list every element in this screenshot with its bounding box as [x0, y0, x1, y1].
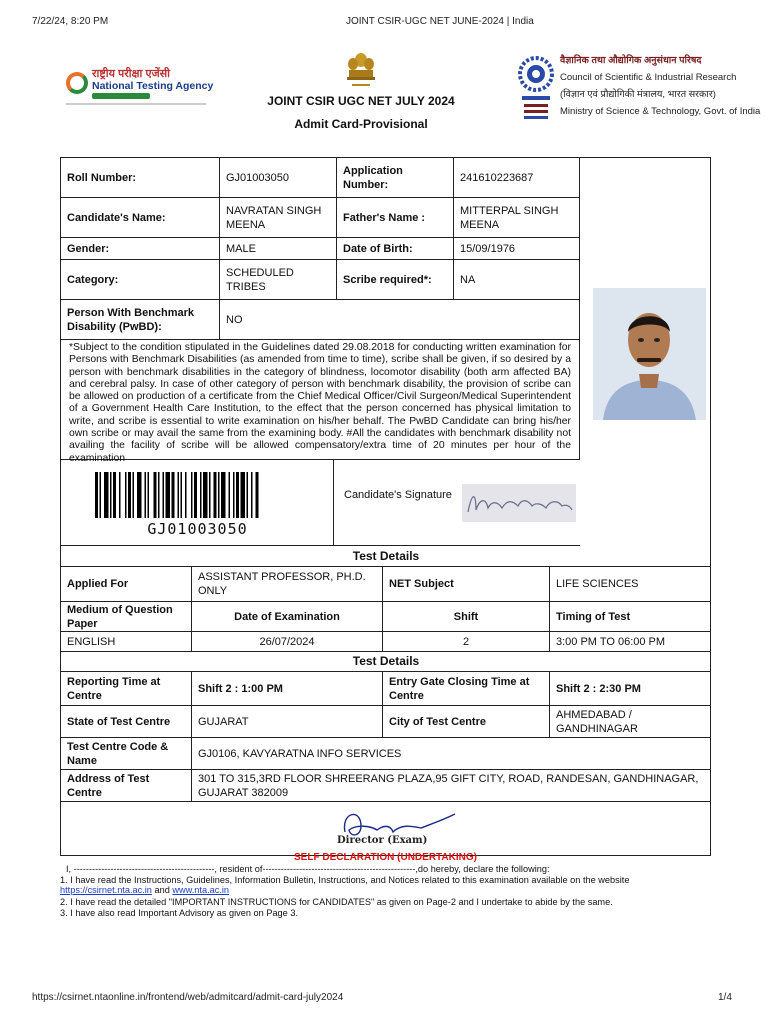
barcode-bar	[247, 472, 249, 518]
city-value: AHMEDABAD / GANDHINAGAR	[550, 706, 711, 738]
admit-card-subtitle: Admit Card-Provisional	[294, 117, 428, 131]
gender-value: MALE	[220, 238, 337, 260]
centre-details-heading: Test Details	[61, 652, 711, 672]
link-separator: and	[151, 885, 173, 895]
nta-divider	[66, 103, 206, 105]
dob-label: Date of Birth:	[337, 238, 454, 260]
candidate-photo	[593, 288, 706, 420]
admit-card-box	[60, 157, 711, 856]
barcode-cell	[61, 460, 334, 546]
barcode-bar	[191, 472, 193, 518]
gender-label: Gender:	[61, 238, 220, 260]
category-label: Category:	[61, 260, 220, 300]
barcode-bar	[172, 472, 175, 518]
application-number-label: Application Number:	[337, 158, 454, 198]
csir-hindi-name: वैज्ञानिक तथा औद्योगिक अनुसंधान परिषद	[560, 55, 702, 66]
state-value: GUJARAT	[192, 706, 383, 738]
barcode-bar	[203, 472, 208, 518]
medium-label: Medium of Question Paper	[61, 602, 192, 632]
state-label: State of Test Centre	[61, 706, 192, 738]
scribe-value: NA	[454, 260, 580, 300]
declaration-links	[60, 885, 229, 896]
father-name-value: MITTERPAL SINGH MEENA	[454, 198, 580, 238]
pwbd-label: Person With Benchmark Disability (PwBD):	[61, 300, 220, 340]
shift-value: 2	[383, 632, 550, 652]
city-label: City of Test Centre	[383, 706, 550, 738]
nta-check-icon	[66, 72, 88, 94]
barcode-bar	[154, 472, 157, 518]
barcode-bar	[125, 472, 127, 518]
barcode-bar	[178, 472, 180, 518]
pwbd-value: NO	[220, 300, 580, 340]
barcode-bar	[251, 472, 253, 518]
net-subject-label: NET Subject	[383, 567, 550, 602]
medium-value: ENGLISH	[61, 632, 192, 652]
declaration-line-2: 2. I have read the detailed "IMPORTANT INSTRUCTIONS for CANDIDATES" as given on Page-2 and I undertake to abide by the same.	[60, 897, 613, 907]
scribe-label: Scribe required*:	[337, 260, 454, 300]
gate-closing-label: Entry Gate Closing Time at Centre	[383, 672, 550, 706]
barcode-bar	[181, 472, 183, 518]
nta-english-name: National Testing Agency	[92, 80, 214, 92]
timing-value: 3:00 PM TO 06:00 PM	[550, 632, 711, 652]
barcode-bar	[128, 472, 131, 518]
category-value: SCHEDULED TRIBES	[220, 260, 337, 300]
csir-english-ministry: Ministry of Science & Technology, Govt. of India	[560, 106, 761, 117]
dob-value: 15/09/1976	[454, 238, 580, 260]
barcode-bar	[200, 472, 202, 518]
exam-title: JOINT CSIR UGC NET JULY 2024	[267, 94, 455, 108]
print-page-number: 1/4	[718, 992, 732, 1003]
candidate-signature	[462, 484, 576, 522]
roll-number-value: GJ01003050	[220, 158, 337, 198]
exam-date-label: Date of Examination	[192, 602, 383, 632]
barcode-bar	[113, 472, 116, 518]
barcode-bar	[104, 472, 109, 518]
candidate-name-label: Candidate's Name:	[61, 198, 220, 238]
nta-link[interactable]: www.nta.ac.in	[172, 885, 230, 895]
nta-tagline-bar	[92, 93, 150, 99]
roll-number-label: Roll Number:	[61, 158, 220, 198]
barcode-bar	[166, 472, 171, 518]
barcode-bar	[100, 472, 102, 518]
candidate-name-value: NAVRATAN SINGH MEENA	[220, 198, 337, 238]
gate-closing-value: Shift 2 : 2:30 PM	[550, 672, 711, 706]
declaration-line-3: 3. I have also read Important Advisory as given on Page 3.	[60, 908, 298, 918]
applied-for-label: Applied For	[61, 567, 192, 602]
barcode-bar	[218, 472, 220, 518]
barcode-bar	[233, 472, 235, 518]
self-declaration-heading: SELF DECLARATION (UNDERTAKING)	[294, 852, 477, 863]
barcode-bar	[214, 472, 217, 518]
barcode-bar	[241, 472, 246, 518]
print-page-title: JOINT CSIR-UGC NET JUNE-2024 | India	[346, 16, 534, 27]
scribe-disclaimer: *Subject to the condition stipulated in the Guidelines dated 29.08.2018 for conducting written examination for Persons with Benchmark Disabilities (as amended from time to time), scribe shall be given, if so desired by a person with benchmark disabilities in the category of blindness, locomotor disability (both arm affected BA) and cerebral palsy. In case of other category of person with benchmark disability, the provision of scribe can be allowed on production of a certificate from the Chief Medical Officer/Civil Surgeon/Medical Superintendent of a Government Health Care Institution, to the effect that the person concerned has physical limitation to write, and scribe is essential to write examination on his/her behalf. The PwBD Candidate can bring his/her own scribe or may avail the same from the examining body. #All the candidates with benchmark disability not availing the facility of scribe will be allowed compensatory/extra time of 20 minutes per hour of the examination	[61, 340, 580, 460]
nta-logo	[66, 66, 214, 114]
csir-name-block	[560, 52, 760, 120]
barcode-icon	[95, 472, 307, 518]
director-exam-label: Director (Exam)	[337, 835, 428, 846]
signature-label: Candidate's Signature	[334, 460, 580, 546]
exam-date-value: 26/07/2024	[192, 632, 383, 652]
barcode-bar	[163, 472, 165, 518]
address-value: 301 TO 315,3RD FLOOR SHREERANG PLAZA,95 GIFT CITY, ROAD, RANDESAN, GANDHINAGAR, GUJARAT 382009	[192, 770, 711, 802]
test-details-heading: Test Details	[61, 546, 711, 567]
barcode-bar	[194, 472, 197, 518]
declaration-line-1: 1. I have read the Instructions, Guidelines, Information Bulletin, Instructions, and Notices related to this examination available on the website	[60, 875, 630, 885]
barcode-bar	[236, 472, 239, 518]
centre-code-value: GJ0106, KAVYARATNA INFO SERVICES	[192, 738, 711, 770]
applied-for-value: ASSISTANT PROFESSOR, PH.D. ONLY	[192, 567, 383, 602]
barcode-text: GJ01003050	[147, 520, 248, 538]
barcode-bar	[158, 472, 160, 518]
reporting-time-value: Shift 2 : 1:00 PM	[192, 672, 383, 706]
net-subject-value: LIFE SCIENCES	[550, 567, 711, 602]
timing-label: Timing of Test	[550, 602, 711, 632]
barcode-bar	[256, 472, 259, 518]
print-datetime: 7/22/24, 8:20 PM	[32, 16, 109, 27]
csirnet-link[interactable]: https://csirnet.nta.ac.in	[60, 885, 152, 895]
reporting-time-label: Reporting Time at Centre	[61, 672, 192, 706]
address-label: Address of Test Centre	[61, 770, 192, 802]
csir-english-name: Council of Scientific & Industrial Research	[560, 72, 737, 83]
barcode-bar	[110, 472, 112, 518]
csir-logo-icon	[518, 52, 558, 128]
application-number-value: 241610223687	[454, 158, 580, 198]
barcode-bar	[209, 472, 211, 518]
father-name-label: Father's Name :	[337, 198, 454, 238]
barcode-bar	[95, 472, 98, 518]
signature-scribble-icon	[462, 484, 576, 522]
centre-code-label: Test Centre Code & Name	[61, 738, 192, 770]
candidate-portrait-icon	[593, 288, 706, 420]
barcode-bar	[133, 472, 135, 518]
barcode-bar	[185, 472, 187, 518]
csir-hindi-ministry: (विज्ञान एवं प्रौद्योगिकी मंत्रालय, भारत सरकार)	[560, 89, 716, 100]
print-url: https://csirnet.ntaonline.in/frontend/web/admitcard/admit-card-july2024	[32, 992, 344, 1003]
barcode-bar	[221, 472, 226, 518]
barcode-bar	[148, 472, 150, 518]
barcode-bar	[229, 472, 231, 518]
national-emblem-icon	[342, 50, 380, 92]
declaration-line-0: I, ----------------------------------------------, resident of--------------------------------------------------,do hereby, declare the following:	[66, 864, 550, 874]
barcode-bar	[119, 472, 121, 518]
barcode-bar	[145, 472, 147, 518]
shift-label: Shift	[383, 602, 550, 632]
nta-hindi-name: राष्ट्रीय परीक्षा एजेंसी	[92, 68, 170, 80]
barcode-bar	[137, 472, 142, 518]
